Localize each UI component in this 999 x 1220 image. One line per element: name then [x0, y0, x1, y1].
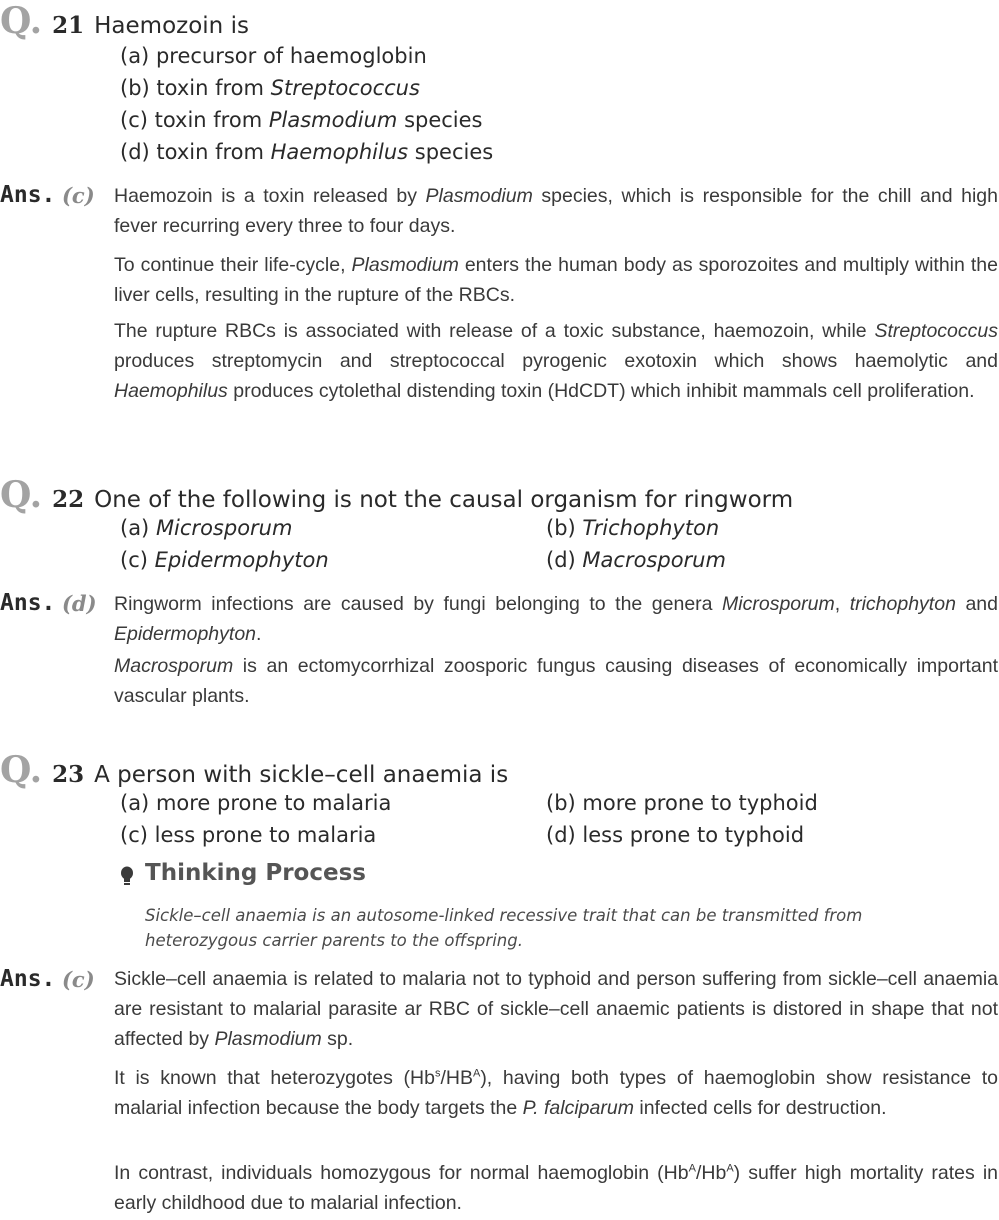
question-number: 21 — [52, 12, 85, 39]
answer-paragraph — [114, 1158, 998, 1218]
text-run: It is known that heterozygotes (Hb — [114, 1067, 435, 1089]
option-italic-text: Trichophyton — [582, 516, 720, 540]
option-letter: (d) — [120, 140, 157, 164]
thinking-process-text: Sickle–cell anaemia is an autosome-linked recessive trait that can be transmitted from heterozygous carrier parents to the offspring. — [145, 906, 863, 950]
question-text: A person with sickle–cell anaemia is — [94, 762, 509, 788]
option-letter: (b) — [120, 76, 157, 100]
text-run: Haemozoin is a toxin released by — [114, 185, 426, 207]
option-d — [546, 823, 804, 847]
question-label: Q. — [0, 474, 43, 516]
lightbulb-icon — [120, 866, 134, 888]
text-run: , — [834, 593, 850, 615]
text-run: enters the human body as sporozoites and multiply within the liver cells, resulting in the rupture of the RBCs. — [114, 254, 998, 306]
option-text: precursor of haemoglobin — [155, 44, 427, 68]
text-run: produces cytolethal distending toxin (HdCDT) which inhibit mammals cell proliferation. — [227, 380, 975, 402]
answer-label: Ans. — [0, 966, 56, 992]
option-letter: (d) — [546, 823, 583, 847]
option-italic-text: Epidermophyton — [154, 548, 329, 572]
option-italic-text: Macrosporum — [582, 548, 726, 572]
text-run: is an ectomycorrhizal zoosporic fungus causing diseases of economically important vascular plants. — [114, 655, 998, 707]
italic-term: P. falciparum — [522, 1097, 634, 1119]
option-c — [120, 823, 376, 847]
option-letter: (a) — [120, 791, 156, 815]
option-b — [120, 76, 420, 100]
italic-term: trichophyton — [849, 593, 956, 615]
option-italic-text: Microsporum — [155, 516, 293, 540]
text-run: infected cells for destruction. — [633, 1097, 887, 1119]
answer-key: (c) — [62, 967, 95, 992]
question-21-heading — [0, 0, 249, 42]
option-c — [120, 548, 329, 572]
superscript: A — [472, 1067, 481, 1080]
answer-paragraph — [114, 1063, 998, 1123]
question-23-heading — [0, 749, 508, 791]
answer-key: (d) — [62, 591, 97, 616]
italic-term: Plasmodium — [425, 185, 533, 207]
option-letter: (d) — [546, 548, 583, 572]
option-letter: (a) — [120, 516, 156, 540]
option-text: species — [397, 108, 483, 132]
superscript: A — [726, 1162, 734, 1175]
answer-label: Ans. — [0, 590, 56, 616]
option-d — [546, 548, 726, 572]
text-run: species, which is responsible for the chill and high fever recurring every three to four days. — [114, 185, 998, 237]
option-text: species — [408, 140, 494, 164]
answer-paragraph — [114, 651, 998, 711]
question-number: 23 — [52, 761, 85, 788]
question-text: One of the following is not the causal organism for ringworm — [94, 487, 794, 513]
text-run: Ringworm infections are caused by fungi belonging to the genera — [114, 593, 723, 615]
answer-paragraph — [114, 964, 998, 1054]
option-letter: (a) — [120, 44, 156, 68]
option-italic-text: Haemophilus — [270, 140, 409, 164]
option-letter: (b) — [546, 516, 583, 540]
italic-term: Epidermophyton — [114, 623, 257, 645]
text-run: ), having both types of haemoglobin show resistance to malarial infection because the body targets the — [114, 1067, 998, 1119]
answer-paragraph — [114, 181, 998, 241]
text-run: . — [256, 623, 262, 645]
option-text: toxin from — [156, 76, 271, 100]
option-italic-text: Plasmodium — [268, 108, 398, 132]
option-a — [120, 44, 427, 68]
text-run: produces streptomycin and streptococcal pyrogenic exotoxin which shows haemolytic and — [114, 350, 998, 372]
option-text: less prone to typhoid — [582, 823, 805, 847]
option-text: more prone to typhoid — [582, 791, 818, 815]
answer-key: (c) — [62, 183, 95, 208]
option-letter: (b) — [546, 791, 583, 815]
superscript: s — [434, 1067, 441, 1080]
italic-term: Haemophilus — [114, 380, 228, 402]
option-text: toxin from — [156, 140, 271, 164]
option-italic-text: Streptococcus — [270, 76, 420, 100]
text-run: and — [955, 593, 998, 615]
answer-paragraph — [114, 316, 998, 406]
option-c — [120, 108, 483, 132]
question-label: Q. — [0, 0, 43, 42]
option-letter: (c) — [120, 108, 155, 132]
text-run: /Hb — [695, 1162, 727, 1184]
italic-term: Streptococcus — [874, 320, 998, 342]
text-run: sp. — [321, 1028, 354, 1050]
answer-paragraph — [114, 250, 998, 310]
option-b — [546, 516, 719, 540]
option-d — [120, 140, 493, 164]
option-b — [546, 791, 818, 815]
option-text: more prone to malaria — [155, 791, 392, 815]
text-run: The rupture RBCs is associated with release of a toxic substance, haemozoin, while — [114, 320, 875, 342]
text-run: In contrast, individuals homozygous for normal haemoglobin (Hb — [114, 1162, 689, 1184]
superscript: A — [688, 1162, 696, 1175]
italic-term: Plasmodium — [351, 254, 459, 276]
text-run: Sickle–cell anaemia is related to malaria not to typhoid and person suffering from sickle–cell anaemia are resistant to malarial parasite ar RBC of sickle–cell anaemic patients is distored in shape that not affected by — [114, 968, 998, 1050]
option-letter: (c) — [120, 823, 155, 847]
option-a — [120, 516, 292, 540]
text-run: /HB — [440, 1067, 473, 1089]
thinking-process-title: Thinking Process — [145, 860, 366, 886]
italic-term: Macrosporum — [114, 655, 234, 677]
question-label: Q. — [0, 749, 43, 791]
question-number: 22 — [52, 486, 85, 513]
question-text: Haemozoin is — [94, 13, 249, 39]
text-run: ) suffer high mortality rates in early childhood due to malarial infection. — [114, 1162, 998, 1214]
question-22-heading — [0, 474, 793, 516]
option-text: toxin from — [154, 108, 269, 132]
answer-paragraph — [114, 589, 998, 649]
italic-term: Microsporum — [722, 593, 835, 615]
italic-term: Plasmodium — [214, 1028, 322, 1050]
option-a — [120, 791, 391, 815]
option-text: less prone to malaria — [154, 823, 377, 847]
option-letter: (c) — [120, 548, 155, 572]
text-run: To continue their life-cycle, — [114, 254, 352, 276]
answer-label: Ans. — [0, 182, 56, 208]
